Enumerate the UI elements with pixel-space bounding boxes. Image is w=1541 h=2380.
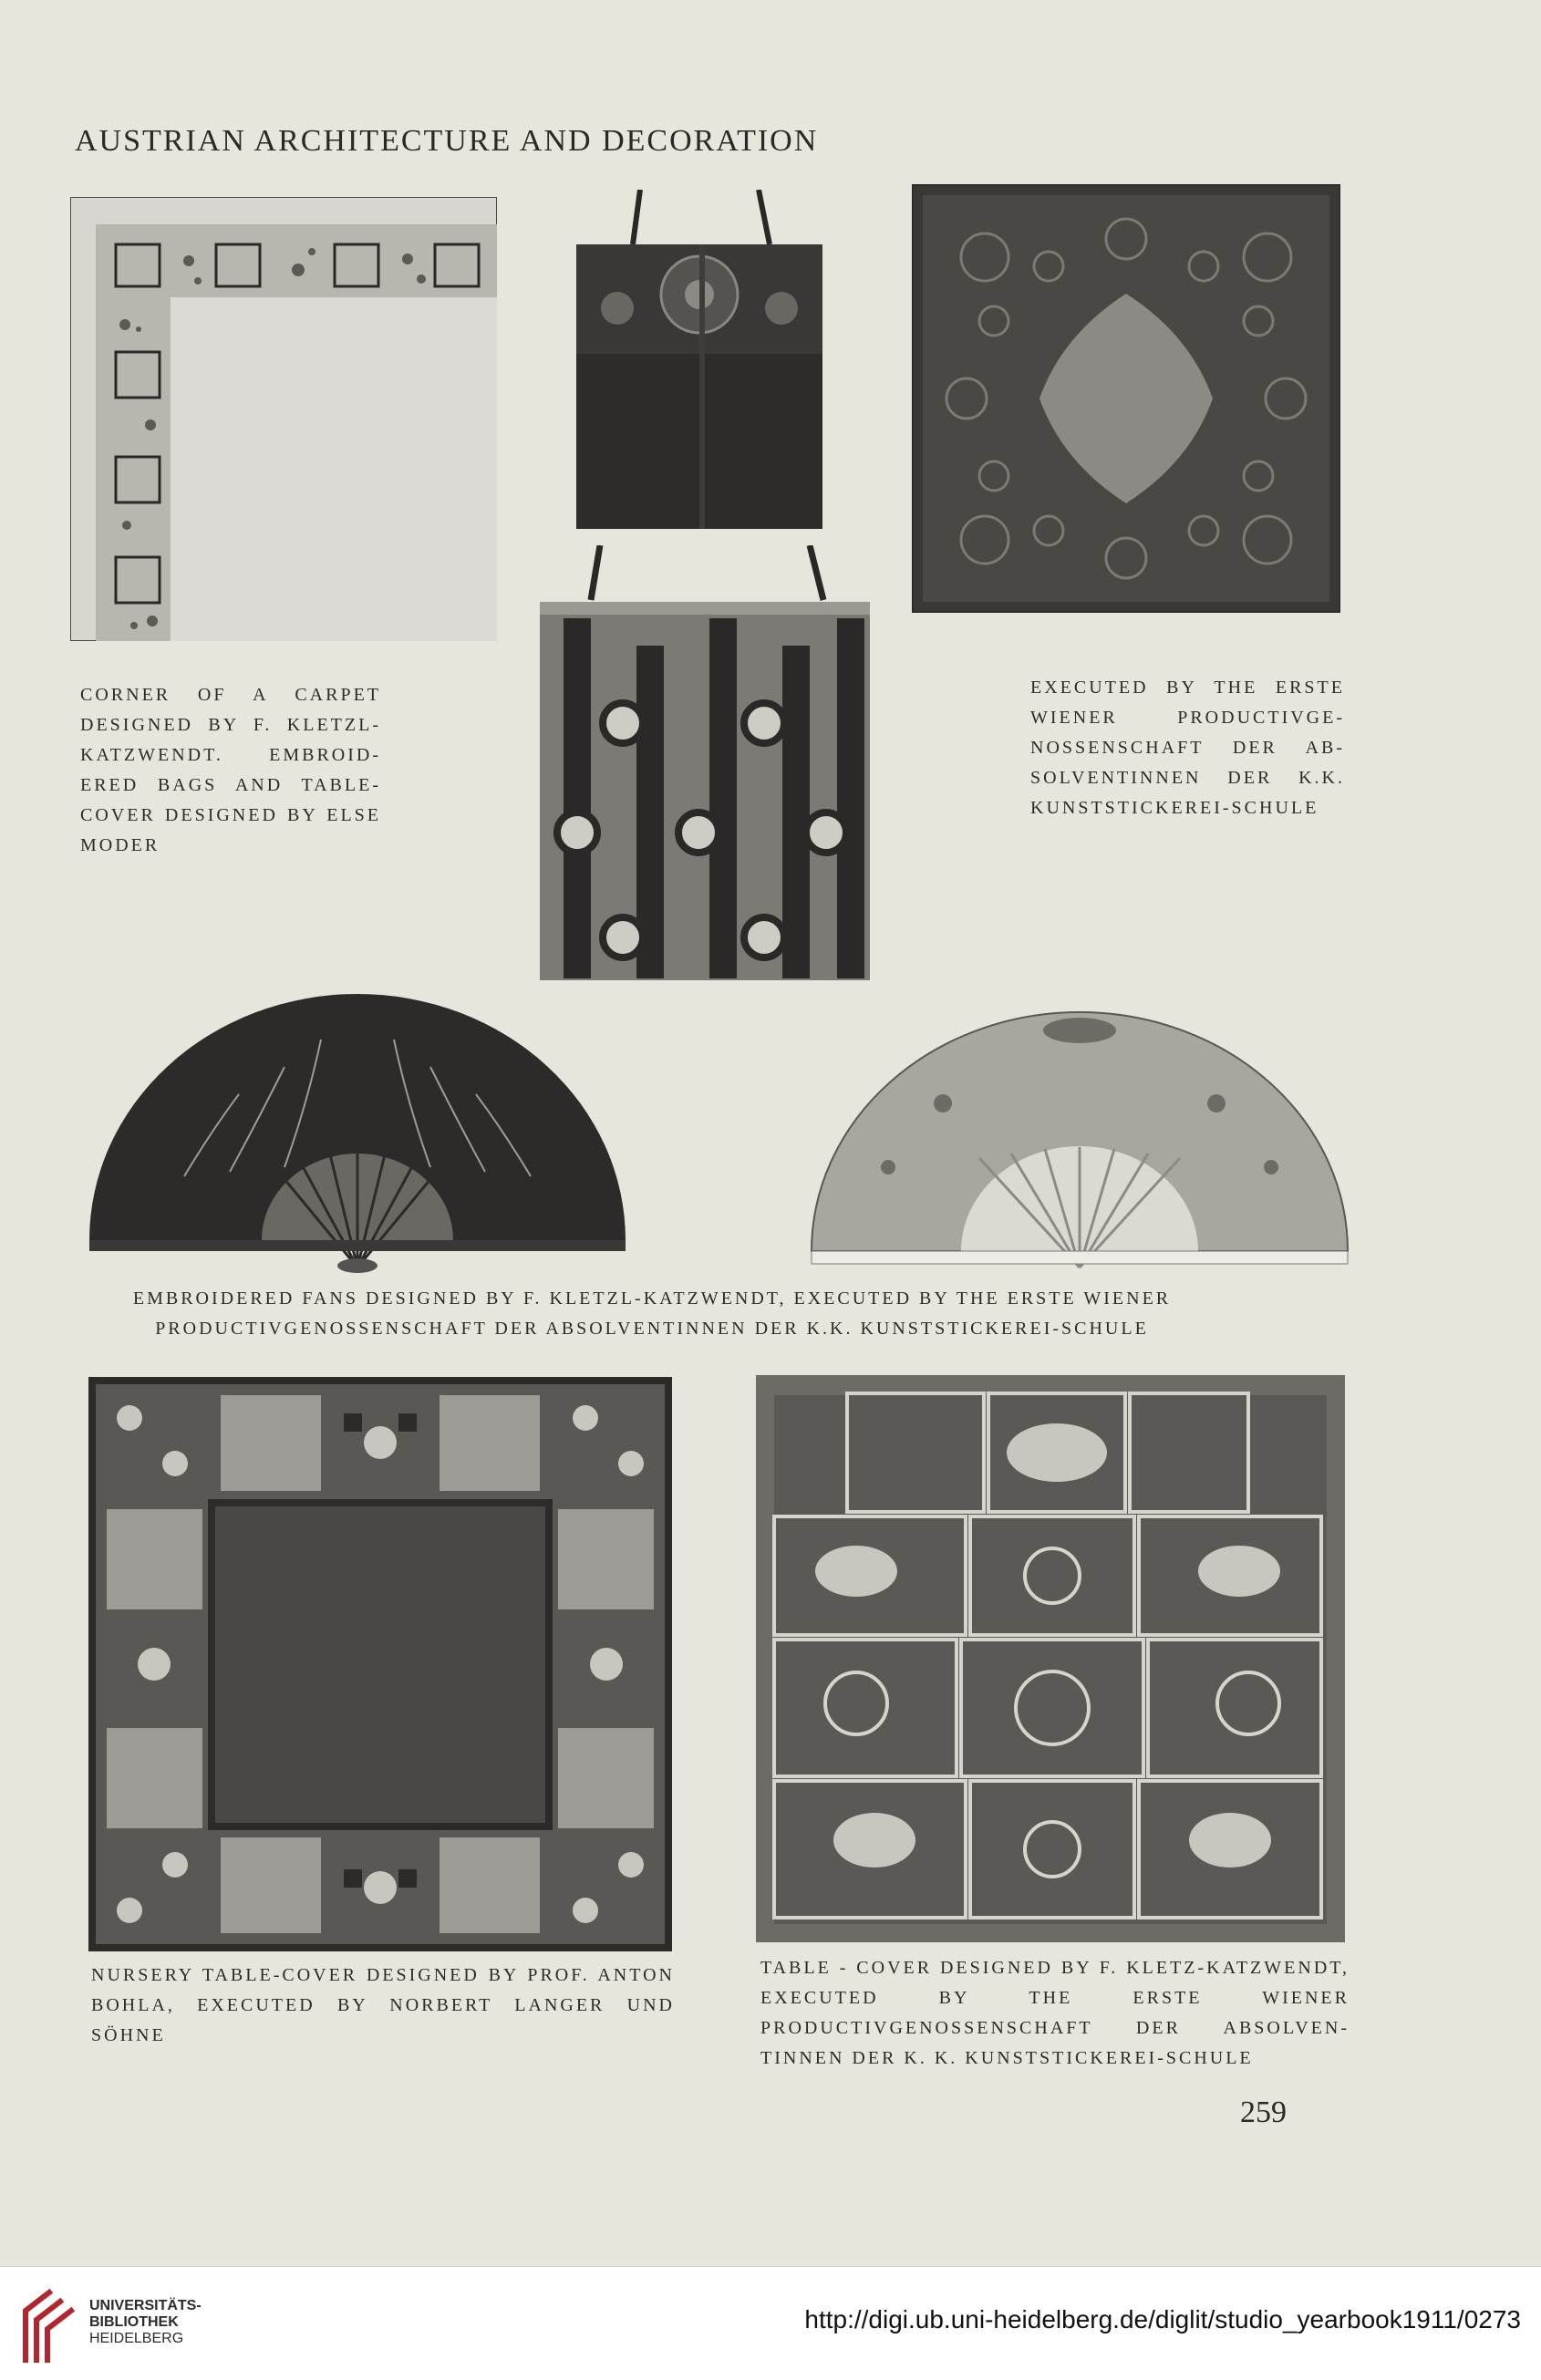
caption-carpet-bags: CORNER OF A CARPET DESIGNED BY F. KLETZL-KATZWENDT. EMBROID-ERED BAGS AND TABLE-COVER DESIGNED BY ELSE MODER [80,685,381,855]
caption-table-cover: TABLE - COVER DESIGNED BY F. KLETZ-KATZWENDT, EXECUTED BY THE ERSTE WIENER PRODUCTIVGENOSSENSCHAFT DER ABSOLVEN-TINNEN DER K. K. KUNSTSTICKEREI-SCHULE [760,1958,1350,2068]
carpet-corner-plate [70,197,497,641]
table-cover-plate [912,184,1340,613]
library-name-line2: BIBLIOTHEK [89,2314,179,2330]
nursery-table-cover-plate [88,1377,672,1951]
lace-table-cover-plate [756,1375,1345,1942]
embroidered-fan-2-plate [806,1003,1353,1273]
caption-fans: EMBROIDERED FANS DESIGNED BY F. KLETZL-KATZWENDT, EXECUTED BY THE ERSTE WIENER PRODUCTIVGENOSSENSCHAFT DER ABSOLVENTINNEN DER K.K. KUNSTSTICKEREI-SCHULE [132,1288,1172,1339]
library-name-line1: UNIVERSITÄTS- [89,2298,202,2313]
page-number: 259 [1240,2095,1287,2129]
caption-nursery: NURSERY TABLE-COVER DESIGNED BY PROF. ANTON BOHLA, EXECUTED BY NORBERT LANGER UND SÖHNE [91,1965,675,2045]
embroidered-bag-2-plate [536,545,874,980]
running-head: AUSTRIAN ARCHITECTURE AND DECORATION [75,124,819,158]
caption-executed-by: EXECUTED BY THE ERSTE WIENER PRODUCTIVGE-NOSSENSCHAFT DER AB-SOLVENTINNEN DER K.K. KUNSTSTICKEREI-SCHULE [1030,678,1345,818]
library-name-line3: HEIDELBERG [89,2331,184,2346]
embroidered-bag-1-plate [567,190,832,529]
embroidered-fan-1-plate [84,994,631,1273]
permalink-url[interactable]: http://digi.ub.uni-heidelberg.de/diglit/studio_yearbook1911/0273 [804,2305,1521,2333]
digital-library-footer [0,2266,1541,2380]
library-name [89,2298,202,2347]
library-logo-icon [18,2283,77,2364]
